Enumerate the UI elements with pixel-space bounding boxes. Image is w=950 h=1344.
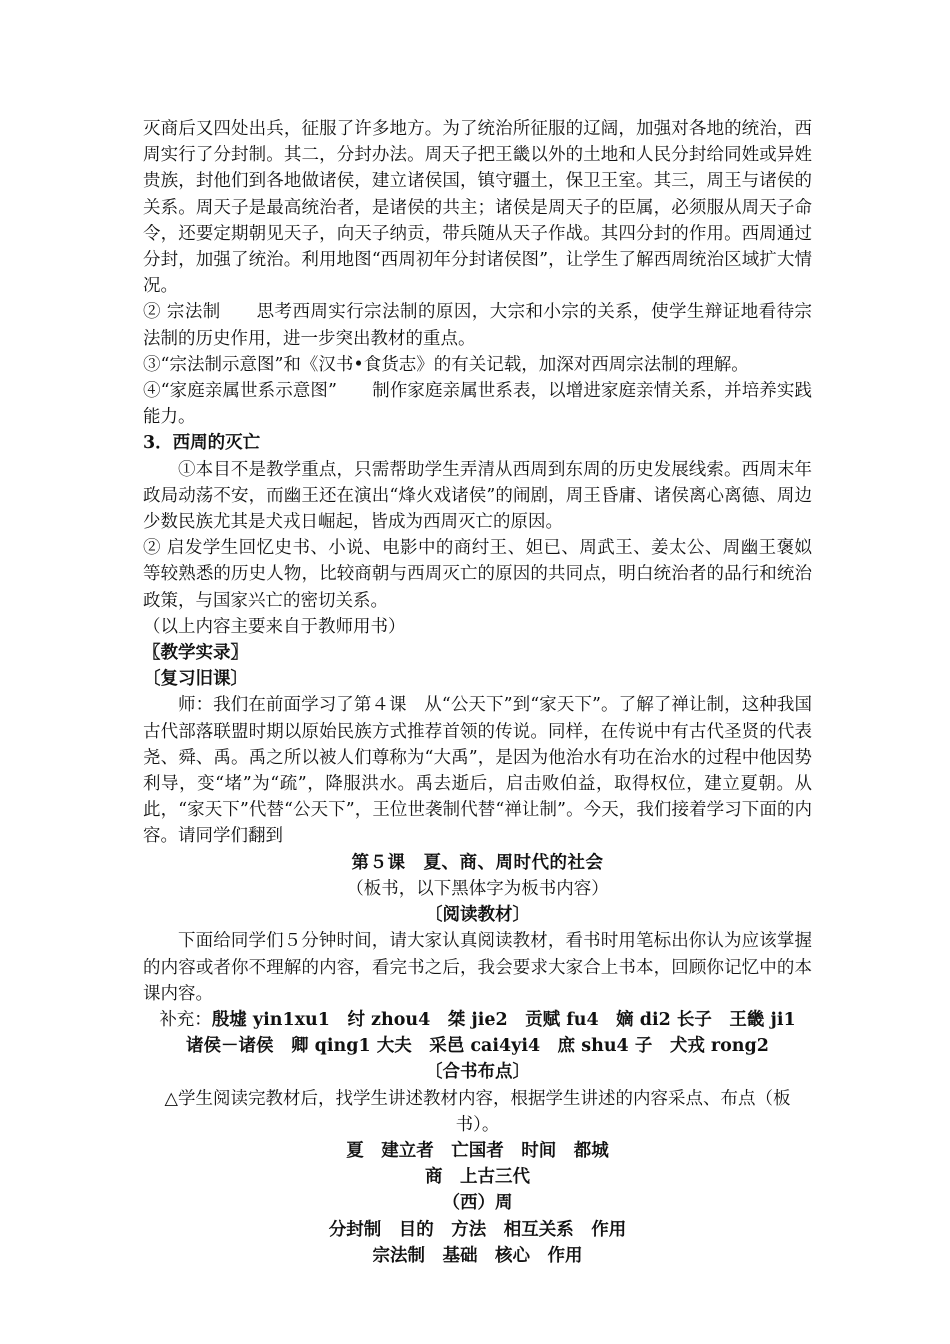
paragraph-teacher-review: 师：我们在前面学习了第４课 从“公天下”到“家天下”。了解了禅让制，这种我国古代部落联盟时期以原始民族方式推荐首领的传说。同样，在传说中有古代圣贤的代表尧、舜、禹。禹之所以被人们尊称为“大禹”，是因为他治水有功在治水的过程中他因势利导，变“堵”为“疏”，降服洪水。禹去逝后，启击败伯益，取得权位，建立夏朝。从此，“家天下”代替“公天下”，王位世袭制代替“禅让制”。今天，我们接着学习下面的内容。请同学们翻到 <box>143 695 812 847</box>
supplement-line-1 <box>143 1007 812 1033</box>
supplement-line-2: 诸侯－诸侯 卿 qing1 大夫 采邑 cai4yi4 庶 shu4 子 犬戎 rong2 <box>186 1036 769 1057</box>
board-line: 宗法制 基础 核心 作用 <box>372 1245 583 1266</box>
paragraph-reading-instructions: 下面给同学们５分钟时间，请大家认真阅读教材，看书时用笔标出你认为应该掌握的内容或者你不理解的内容，看完书之后，我会要求大家合上书本，回顾你记忆中的本课内容。 <box>143 931 812 1004</box>
supplement-prefix: 补充： <box>159 1009 212 1030</box>
paragraph-fenfeng: 灭商后又四处出兵，征服了许多地方。为了统治所征服的辽阔，加强对各地的统治，西周实行了分封制。其二，分封办法。周天子把王畿以外的土地和人民分封给同姓或异姓贵族，封他们到各地做诸侯，建立诸侯国，镇守疆土，保卫王室。其三，周王与诸侯的关系。周天子是最高统治者，是诸侯的共主；诸侯是周天子的臣属，必须服从周天子命令，还要定期朝见天子，向天子纳贡，带兵随从天子作战。其四分封的作用。西周通过分封，加强了统治。利用地图“西周初年分封诸侯图”，让学生了解西周统治区域扩大情况。 <box>143 119 812 297</box>
board-line: 夏 建立者 亡国者 时间 都城 <box>346 1140 609 1161</box>
paragraph-close-book: △学生阅读完教材后，找学生讲述教材内容，根据学生讲述的内容采点、布点（板书）。 <box>164 1088 791 1135</box>
paragraph-compare-shang-zhou: ② 启发学生回忆史书、小说、电影中的商纣王、妲已、周武王、姜太公、周幽王褒姒等较熟悉的历史人物，比较商朝与西周灭亡的原因的共同点，明白统治者的品行和统治政策，与国家兴亡的密切关系。 <box>143 538 812 611</box>
heading-close-book: 〔合书布点〕 <box>425 1062 530 1083</box>
lesson-title: 第５课 夏、商、周时代的社会 <box>351 852 604 873</box>
paragraph-family-tree: ④“家庭亲属世系示意图” 制作家庭亲属世系表，以增进家庭亲情关系，并培养实践能力。 <box>143 381 812 428</box>
board-line: 商 上古三代 <box>425 1167 530 1188</box>
section-heading-xizhou-fall: 3．西周的灭亡 <box>143 433 261 454</box>
source-note: （以上内容主要来自于教师用书） <box>143 616 406 637</box>
heading-review: 〔复习旧课〕 <box>143 669 248 690</box>
heading-teaching-record: 〖教学实录〗 <box>143 643 248 664</box>
heading-reading: 〔阅读教材〕 <box>425 905 530 926</box>
paragraph-fall-causes: ①本目不是教学重点，只需帮助学生弄清从西周到东周的历史发展线索。西周末年政局动荡不安，而幽王还在演出“烽火戏诸侯”的闹剧，周王昏庸、诸侯离心离德、周边少数民族尤其是犬戎日崛起，皆成为西周灭亡的原因。 <box>143 459 812 533</box>
board-line: 分封制 目的 方法 相互关系 作用 <box>328 1219 627 1240</box>
board-line: （西）周 <box>442 1193 513 1214</box>
supplement-vocab-1: 殷墟 yin1xu1 纣 zhou4 桀 jie2 贡赋 fu4 嫡 di2 长子 王畿 ji1 <box>211 1009 796 1030</box>
paragraph-zongfa-diagram: ③“宗法制示意图”和《汉书•食货志》的有关记载，加深对西周宗法制的理解。 <box>143 354 749 375</box>
lesson-board-note: （板书，以下黑体字为板书内容） <box>346 878 609 899</box>
paragraph-zongfa: ② 宗法制 思考西周实行宗法制的原因，大宗和小宗的关系，使学生辩证地看待宗法制的历史作用，进一步突出教材的重点。 <box>143 302 812 349</box>
